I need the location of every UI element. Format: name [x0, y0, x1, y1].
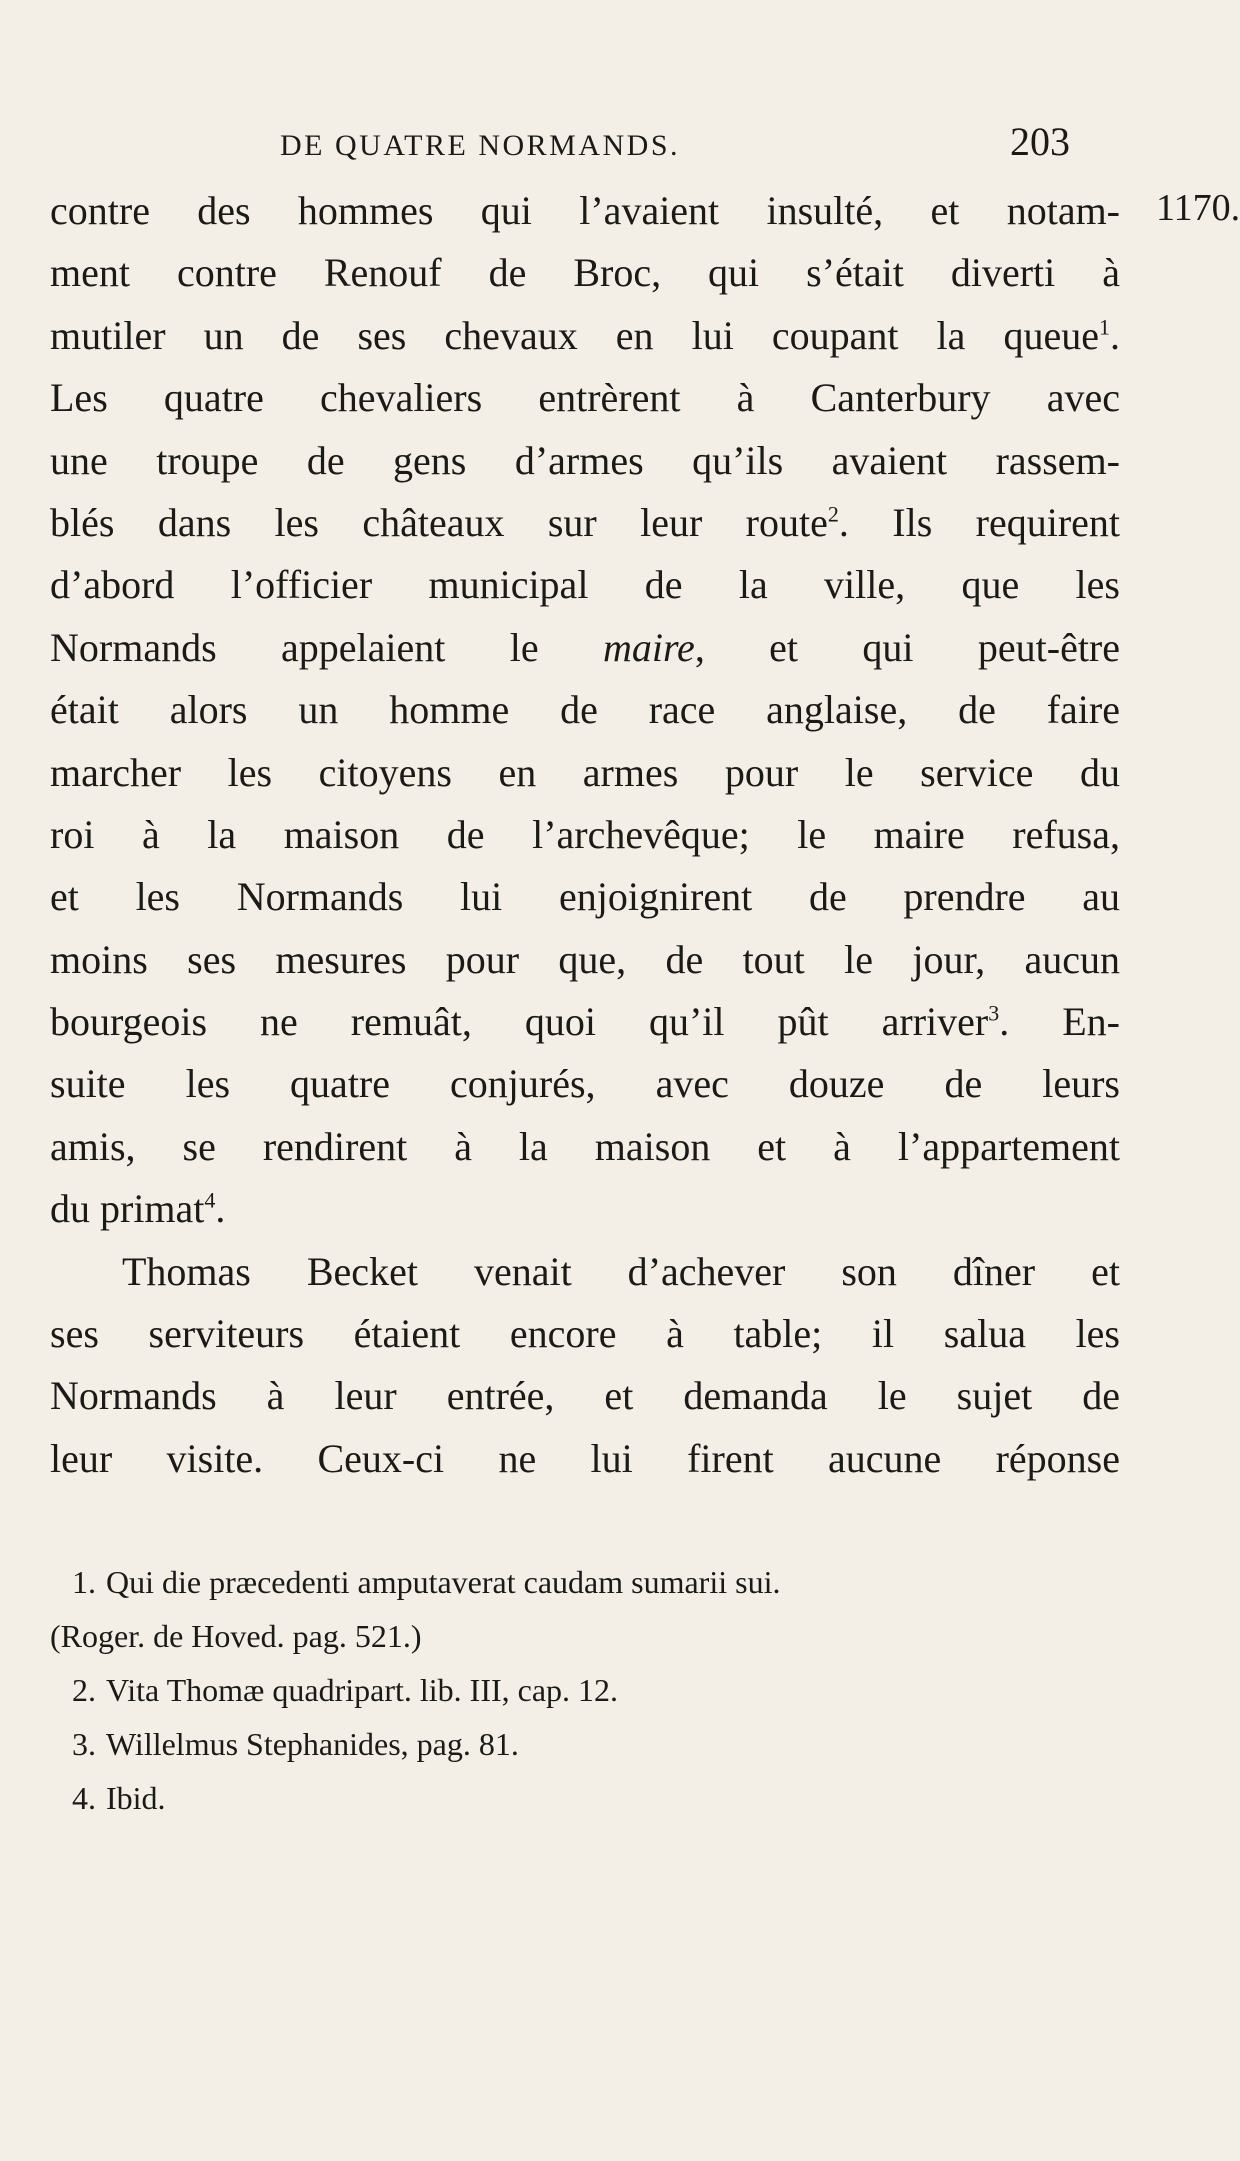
text-line: d’abord l’officier municipal de la ville, que les: [50, 562, 1120, 608]
text-line: roi à la maison de l’archevêque; le maire refusa,: [50, 811, 1120, 857]
footnote-ref-3: 3: [988, 1000, 1000, 1026]
text-line: amis, se rendirent à la maison et à l’appartement: [50, 1123, 1120, 1169]
text-line: Normands appelaient le maire, et qui peut-être: [50, 624, 1121, 670]
page-header: [280, 118, 1070, 168]
text-line: leur visite. Ceux-ci ne lui firent aucune réponse: [50, 1435, 1120, 1481]
footnote-4: 4. Ibid.: [72, 1780, 166, 1816]
text-line: ment contre Renouf de Broc, qui s’était diverti à: [50, 250, 1120, 296]
paragraph-start: Thomas Becket venait d’achever son dîner et: [122, 1248, 1120, 1294]
margin-year-note: 1170.: [1156, 187, 1240, 229]
page-number: 203: [1010, 119, 1070, 164]
text-line: mutiler un de ses chevaux en lui coupant la queue$^1$.: [50, 312, 1120, 358]
footnote-1-continuation: (Roger. de Hoved. pag. 521.): [50, 1618, 422, 1654]
footnotes: [50, 1555, 1120, 1825]
body-text: [50, 180, 1120, 1490]
running-title: DE QUATRE NORMANDS.: [280, 129, 681, 162]
text-line: du primat$^4$.: [50, 1186, 226, 1232]
text-line: Les quatre chevaliers entrèrent à Canterbury avec: [50, 375, 1120, 421]
footnote-2: 2. Vita Thomæ quadripart. lib. III, cap. 12.: [72, 1672, 619, 1708]
text-line: et les Normands lui enjoignirent de prendre au: [50, 874, 1120, 920]
footnote-1: 1. Qui die præcedenti amputaverat caudam sumarii sui.: [72, 1564, 781, 1600]
footnote-ref-2: 2: [827, 501, 839, 527]
text-line: était alors un homme de race anglaise, de faire: [50, 687, 1120, 733]
text-line: marcher les citoyens en armes pour le service du: [50, 749, 1120, 795]
text-line: contre des hommes qui l’avaient insulté, et notam-: [50, 188, 1120, 233]
footnote-3: 3. Willelmus Stephanides, pag. 81.: [72, 1726, 519, 1762]
text-line: blés dans les châteaux sur leur route$^2$. Ils requirent: [50, 499, 1121, 545]
text-line: Normands à leur entrée, et demanda le sujet de: [50, 1373, 1120, 1419]
footnote-ref-4: 4: [204, 1187, 216, 1213]
text-line: ses serviteurs étaient encore à table; il salua les: [50, 1311, 1120, 1357]
footnote-ref-1: 1: [1099, 314, 1110, 340]
italic-word: maire: [602, 624, 695, 670]
text-line: suite les quatre conjurés, avec douze de leurs: [50, 1061, 1120, 1107]
text-line: moins ses mesures pour que, de tout le jour, aucun: [50, 936, 1120, 982]
text-line: bourgeois ne remuât, quoi qu’il pût arriver$^3$. En-: [50, 999, 1120, 1045]
text-line: une troupe de gens d’armes qu’ils avaient rassem-: [50, 437, 1120, 483]
